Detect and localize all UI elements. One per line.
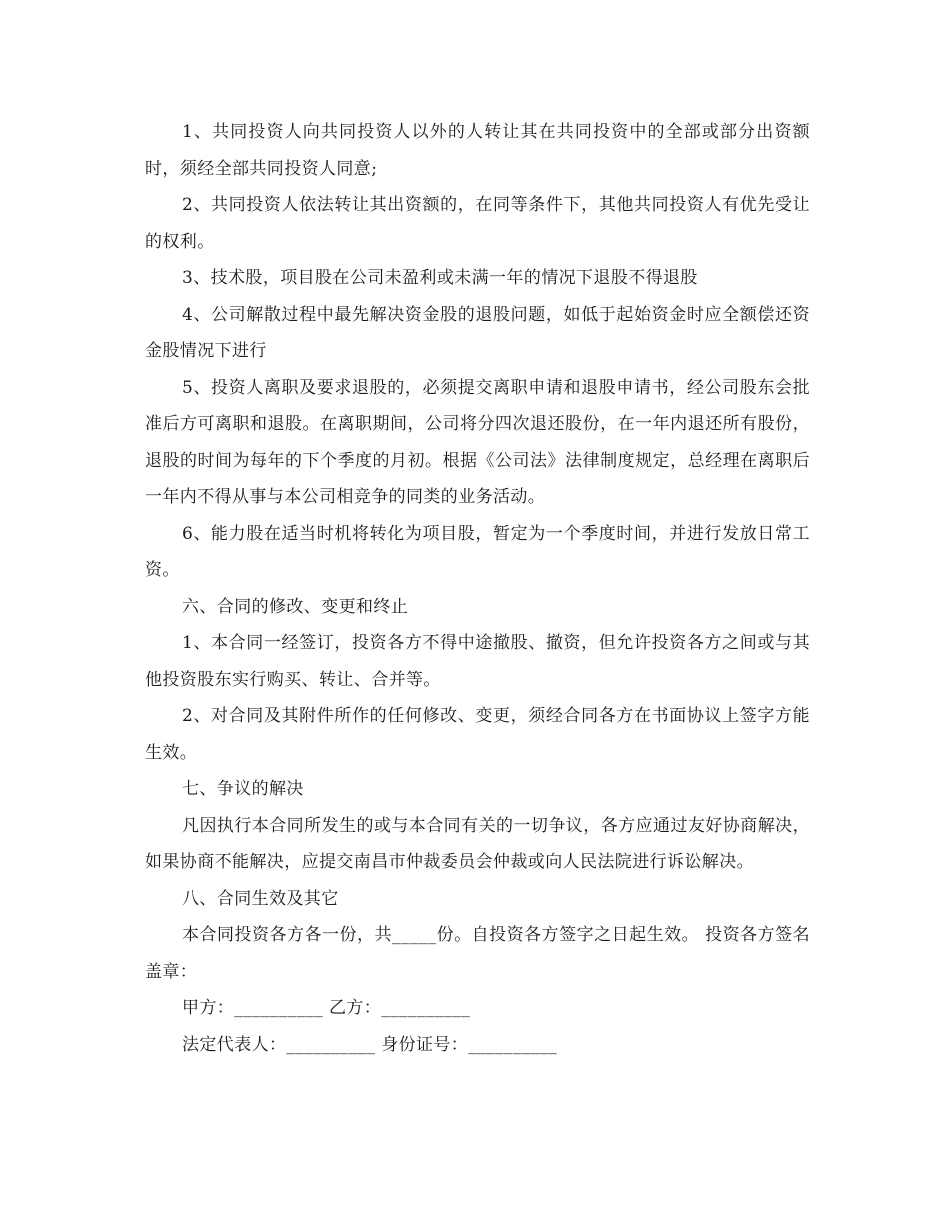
clause-modification-1: 1、本合同一经签订，投资各方不得中途撤股、撤资，但允许投资各方之间或与其他投资股东实行购买、转让、合并等。 <box>145 633 810 690</box>
clause-6-ability-share: 6、能力股在适当时机将转化为项目股，暂定为一个季度时间，并进行发放日常工资。 <box>145 523 810 580</box>
clause-1-transfer-consent: 1、共同投资人向共同投资人以外的人转让其在共同投资中的全部或部分出资额时，须经全部共同投资人同意; <box>145 122 810 179</box>
clause-dispute-resolution: 凡因执行本合同所发生的或与本合同有关的一切争议，各方应通过友好协商解决，如果协商不能解决，应提交南昌市仲裁委员会仲裁或向人民法院进行诉讼解决。 <box>145 815 810 872</box>
clause-3-tech-share-withdrawal: 3、技术股，项目股在公司未盈利或未满一年的情况下退股不得退股 <box>182 268 698 288</box>
section-heading-dispute: 七、争议的解决 <box>182 779 304 799</box>
clause-modification-2: 2、对合同及其附件所作的任何修改、变更，须经合同各方在书面协议上签字方能生效。 <box>145 706 810 763</box>
document-page <box>145 114 810 1063</box>
section-heading-modification: 六、合同的修改、变更和终止 <box>182 596 409 617</box>
clause-effectiveness: 本合同投资各方各一份，共_____份。自投资各方签字之日起生效。 投资各方签名盖章： <box>145 925 810 982</box>
clause-5-resignation: 5、投资人离职及要求退股的，必须提交离职申请和退股申请书，经公司股东会批准后方可离职和退股。在离职期间，公司将分四次退还股份，在一年内退还所有股份，退股的时间为每年的下个季度的月初。根据《公司法》法律制度规定，总经理在离职后一年内不得从事与本公司相竞争的同类的业务活动。 <box>145 377 810 507</box>
signature-party-line: 甲方：__________ 乙方：__________ <box>182 998 471 1018</box>
section-heading-effectiveness: 八、合同生效及其它 <box>182 888 339 909</box>
clause-4-dissolution: 4、公司解散过程中最先解决资金股的退股问题，如低于起始资金时应全额偿还资金股情况下进行 <box>145 304 810 361</box>
signature-representative-line: 法定代表人：__________ 身份证号：__________ <box>182 1034 558 1055</box>
clause-2-preemptive-right: 2、共同投资人依法转让其出资额的，在同等条件下，其他共同投资人有优先受让的权利。 <box>145 195 810 252</box>
